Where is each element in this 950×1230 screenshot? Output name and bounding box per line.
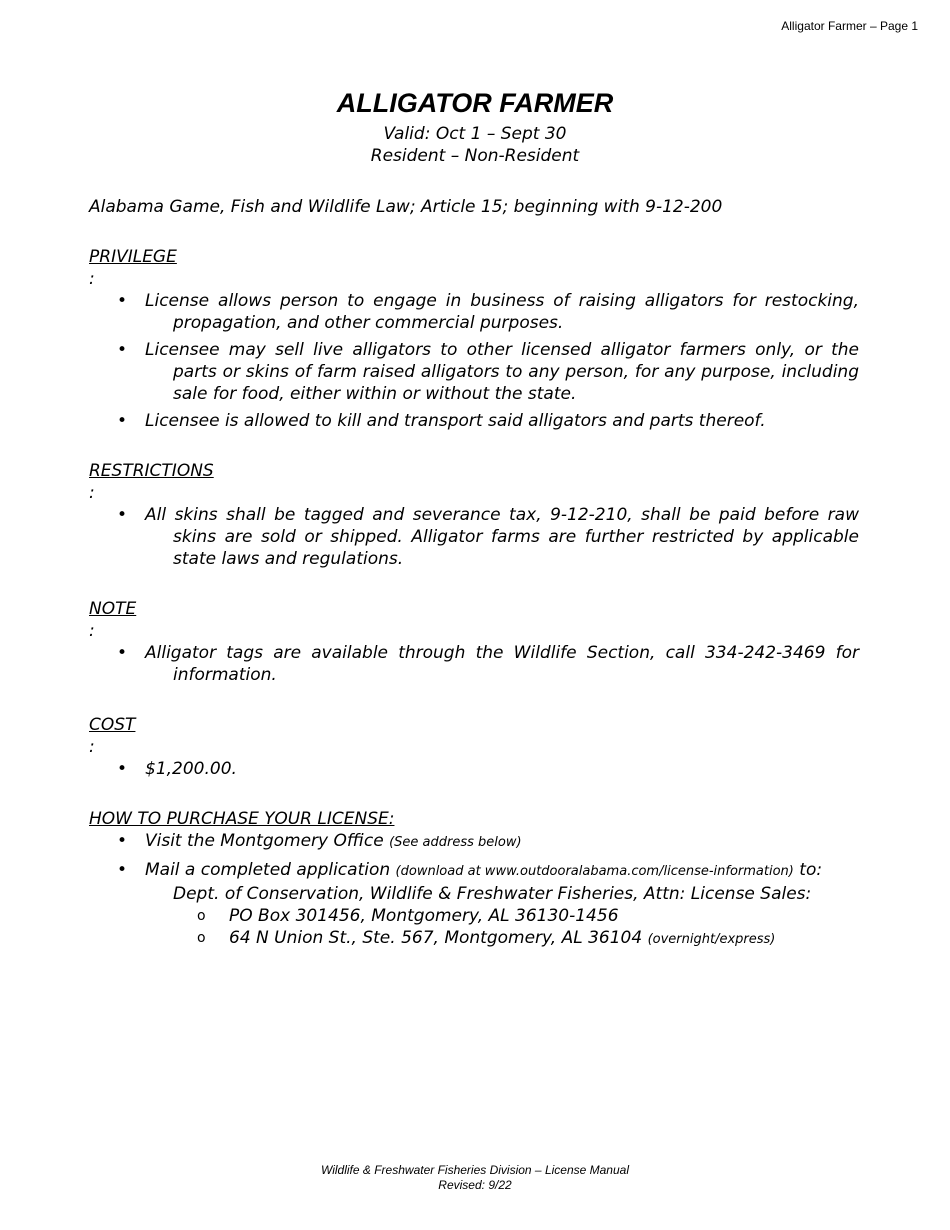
restrictions-section: RESTRICTIONS : • All skins shall be tagged and severance tax, 9-12-210, shall be paid before raw skins are sold or shipped. Alligator farms are further restricted by applicable state laws and regulations. xyxy=(89,461,859,569)
list-item: • All skins shall be tagged and severance tax, 9-12-210, shall be paid before raw skins are sold or shipped. Alligator farms are further restricted by applicable state laws and regulations. xyxy=(117,505,859,569)
section-heading: NOTE xyxy=(89,599,137,619)
address-item: o 64 N Union St., Ste. 567, Montgomery, AL 36104 (overnight/express) xyxy=(197,928,776,948)
cost-section: COST : • $1,200.00. xyxy=(89,714,859,780)
section-heading: PRIVILEGE xyxy=(89,247,177,267)
privilege-section: PRIVILEGE : • License allows person to engage in business of raising alligators for restocking, propagation, and other commercial purposes. • Licensee may sell live alligators to other licensed alligator farmers only, or the parts or skins of farm raised alligators to any person, for any purpose, including sale for food, either within or without the state. • Licensee is allowed to kill and transport said alligators and parts thereof. xyxy=(89,247,859,431)
section-heading: COST xyxy=(89,715,136,735)
note-list xyxy=(89,642,859,686)
law-reference: Alabama Game, Fish and Wildlife Law; Article 15; beginning with 9-12-200 xyxy=(89,197,723,217)
bullet-icon: • xyxy=(117,340,128,360)
valid-dates: Valid: Oct 1 – Sept 30 xyxy=(383,124,567,144)
circle-bullet-icon: o xyxy=(197,908,206,924)
list-item: • Licensee is allowed to kill and transport said alligators and parts thereof. xyxy=(117,411,766,431)
note-section: NOTE : • Alligator tags are available through the Wildlife Section, call 334-242-3469 for information. xyxy=(89,599,859,685)
purchase-list xyxy=(89,830,859,951)
bullet-icon: • xyxy=(117,411,128,431)
address-list xyxy=(173,905,859,951)
list-item: • Licensee may sell live alligators to other licensed alligator farmers only, or the parts or skins of farm raised alligators to any person, for any purpose, including sale for food, either within or without the state. xyxy=(117,340,859,404)
list-item: • Mail a completed application (download at www.outdooralabama.com/license-information) to: Dept. of Conservation, Wildlife & Freshwater Fisheries, Attn: License Sales: o PO Box 301456, Montgomery, AL 36130-1456 o 64 N Union St., Ste. 567, Montgomery, AL 36104 (overnight/express) xyxy=(89,859,859,951)
list-item: • Alligator tags are available through the Wildlife Section, call 334-242-3469 for information. xyxy=(117,643,859,685)
bullet-icon: • xyxy=(117,291,128,311)
cost-list xyxy=(89,758,859,780)
privilege-list xyxy=(89,290,859,432)
bullet-icon: • xyxy=(117,643,128,663)
residency: Resident – Non-Resident xyxy=(370,146,580,166)
bullet-icon: • xyxy=(117,505,128,525)
footer-revised: Revised: 9/22 xyxy=(438,1178,512,1192)
bullet-icon: • xyxy=(117,860,128,880)
circle-bullet-icon: o xyxy=(197,930,206,946)
document-title: ALLIGATOR FARMER xyxy=(336,88,614,118)
list-item: • Visit the Montgomery Office (See address below) xyxy=(117,831,522,851)
restrictions-list xyxy=(89,504,859,570)
section-heading: RESTRICTIONS xyxy=(89,461,214,481)
page-footer xyxy=(0,1163,950,1193)
footer-division: Wildlife & Freshwater Fisheries Division – License Manual xyxy=(320,1163,629,1177)
section-heading: HOW TO PURCHASE YOUR LICENSE: xyxy=(89,809,395,829)
document-body xyxy=(89,196,859,979)
purchase-section xyxy=(89,808,859,951)
address-item: o PO Box 301456, Montgomery, AL 36130-1456 xyxy=(197,906,619,926)
list-item: • $1,200.00. xyxy=(117,759,237,779)
bullet-icon: • xyxy=(117,831,128,851)
list-item: • License allows person to engage in business of raising alligators for restocking, propagation, and other commercial purposes. xyxy=(117,291,859,333)
page-header: Alligator Farmer – Page 1 xyxy=(781,19,918,33)
bullet-icon: • xyxy=(117,759,128,779)
mailing-department: Dept. of Conservation, Wildlife & Freshwater Fisheries, Attn: License Sales: xyxy=(173,884,812,904)
